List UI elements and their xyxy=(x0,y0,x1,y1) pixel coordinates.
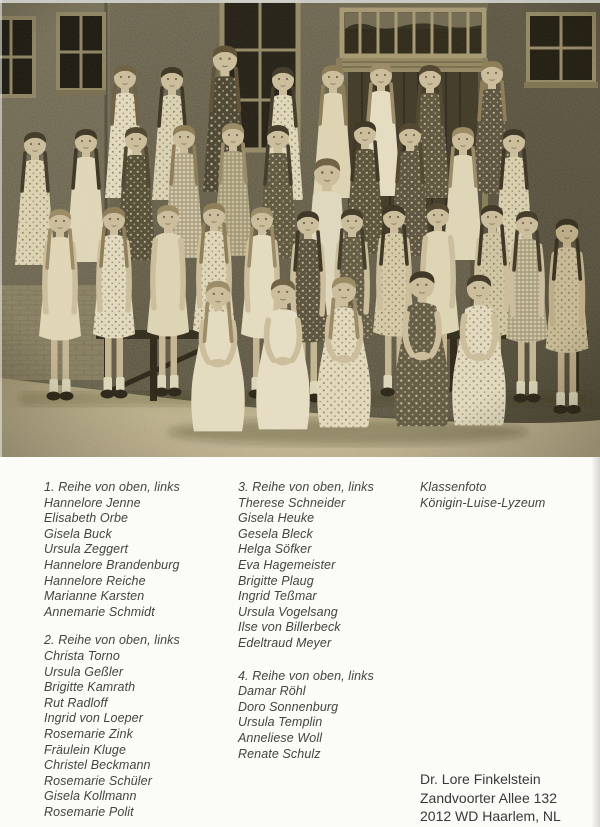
person-name: Annemarie Schmidt xyxy=(44,604,155,619)
caption-column-2 xyxy=(238,480,374,762)
person-name: Doro Sonnenburg xyxy=(238,699,339,714)
person-name: Eva Hagemeister xyxy=(238,557,336,572)
person-name: Hannelore Brandenburg xyxy=(44,557,180,572)
row-list-4 xyxy=(238,669,374,763)
person-name: Gesela Bleck xyxy=(238,526,313,541)
person-name: Helga Söfker xyxy=(238,542,312,557)
row-list-1-title: 1. Reihe von oben, links xyxy=(44,480,180,494)
contact-name: Dr. Lore Finkelstein xyxy=(420,771,541,787)
row-list-1-names xyxy=(44,496,180,621)
person-name: Hannelore Jenne xyxy=(44,495,141,510)
row-list-3 xyxy=(238,480,374,652)
person-name: Rosemarie Polit xyxy=(44,804,134,819)
scan-left-edge xyxy=(0,0,2,457)
row-list-1 xyxy=(44,480,180,620)
person-name: Ilse von Billerbeck xyxy=(238,620,341,635)
scan-edge-shadow xyxy=(591,457,600,827)
person-name: Rosemarie Schüler xyxy=(44,773,152,788)
contact-block xyxy=(420,770,561,826)
row-list-4-names xyxy=(238,684,374,762)
person-name: Ingrid von Loeper xyxy=(44,711,143,726)
person-name: Marianne Karsten xyxy=(44,589,145,604)
person-name: Elisabeth Orbe xyxy=(44,511,129,526)
contact-street: Zandvoorter Allee 132 xyxy=(420,789,557,806)
person-name: Edeltraud Meyer xyxy=(238,635,332,650)
person-name: Rut Radloff xyxy=(44,695,108,710)
person-name: Ingrid Teßmar xyxy=(238,589,317,604)
person-name: Gisela Kollmann xyxy=(44,789,137,804)
person-name: Hannelore Reiche xyxy=(44,573,146,588)
person-name: Renate Schulz xyxy=(238,746,321,761)
person-name: Fräulein Kluge xyxy=(44,742,127,757)
person-name: Damar Röhl xyxy=(238,684,306,699)
person-name: Ursula Templin xyxy=(238,715,323,730)
person-name: Gisela Buck xyxy=(44,526,112,541)
row-list-2-names xyxy=(44,649,180,821)
person-name: Gisela Heuke xyxy=(238,511,315,526)
person-name: Anneliese Woll xyxy=(238,730,323,745)
row-list-4-title: 4. Reihe von oben, links xyxy=(238,668,374,683)
person-name: Ursula Geßler xyxy=(44,664,124,679)
person-name: Therese Schneider xyxy=(238,495,346,510)
person-name: Christa Torno xyxy=(44,648,120,663)
contact-city: 2012 WD Haarlem, NL xyxy=(420,808,561,824)
row-list-3-title: 3. Reihe von oben, links xyxy=(238,480,374,494)
person-name: Christel Beckmann xyxy=(44,758,151,773)
photo-caption-line1: Klassenfoto xyxy=(420,480,487,494)
photo-caption xyxy=(420,480,545,511)
person-name: Ursula Zeggert xyxy=(44,542,129,557)
person-name: Ursula Vogelsang xyxy=(238,604,338,619)
person-name: Rosemarie Zink xyxy=(44,726,133,741)
photo-caption-line2: Königin-Luise-Lyzeum xyxy=(420,495,546,510)
caption-column-1 xyxy=(44,480,180,820)
row-list-2 xyxy=(44,633,180,820)
scan-top-edge xyxy=(0,0,600,3)
row-list-2-title: 2. Reihe von oben, links xyxy=(44,633,180,648)
row-list-3-names xyxy=(238,496,374,652)
person-name: Brigitte Plaug xyxy=(238,573,314,588)
person-name: Brigitte Kamrath xyxy=(44,680,136,695)
